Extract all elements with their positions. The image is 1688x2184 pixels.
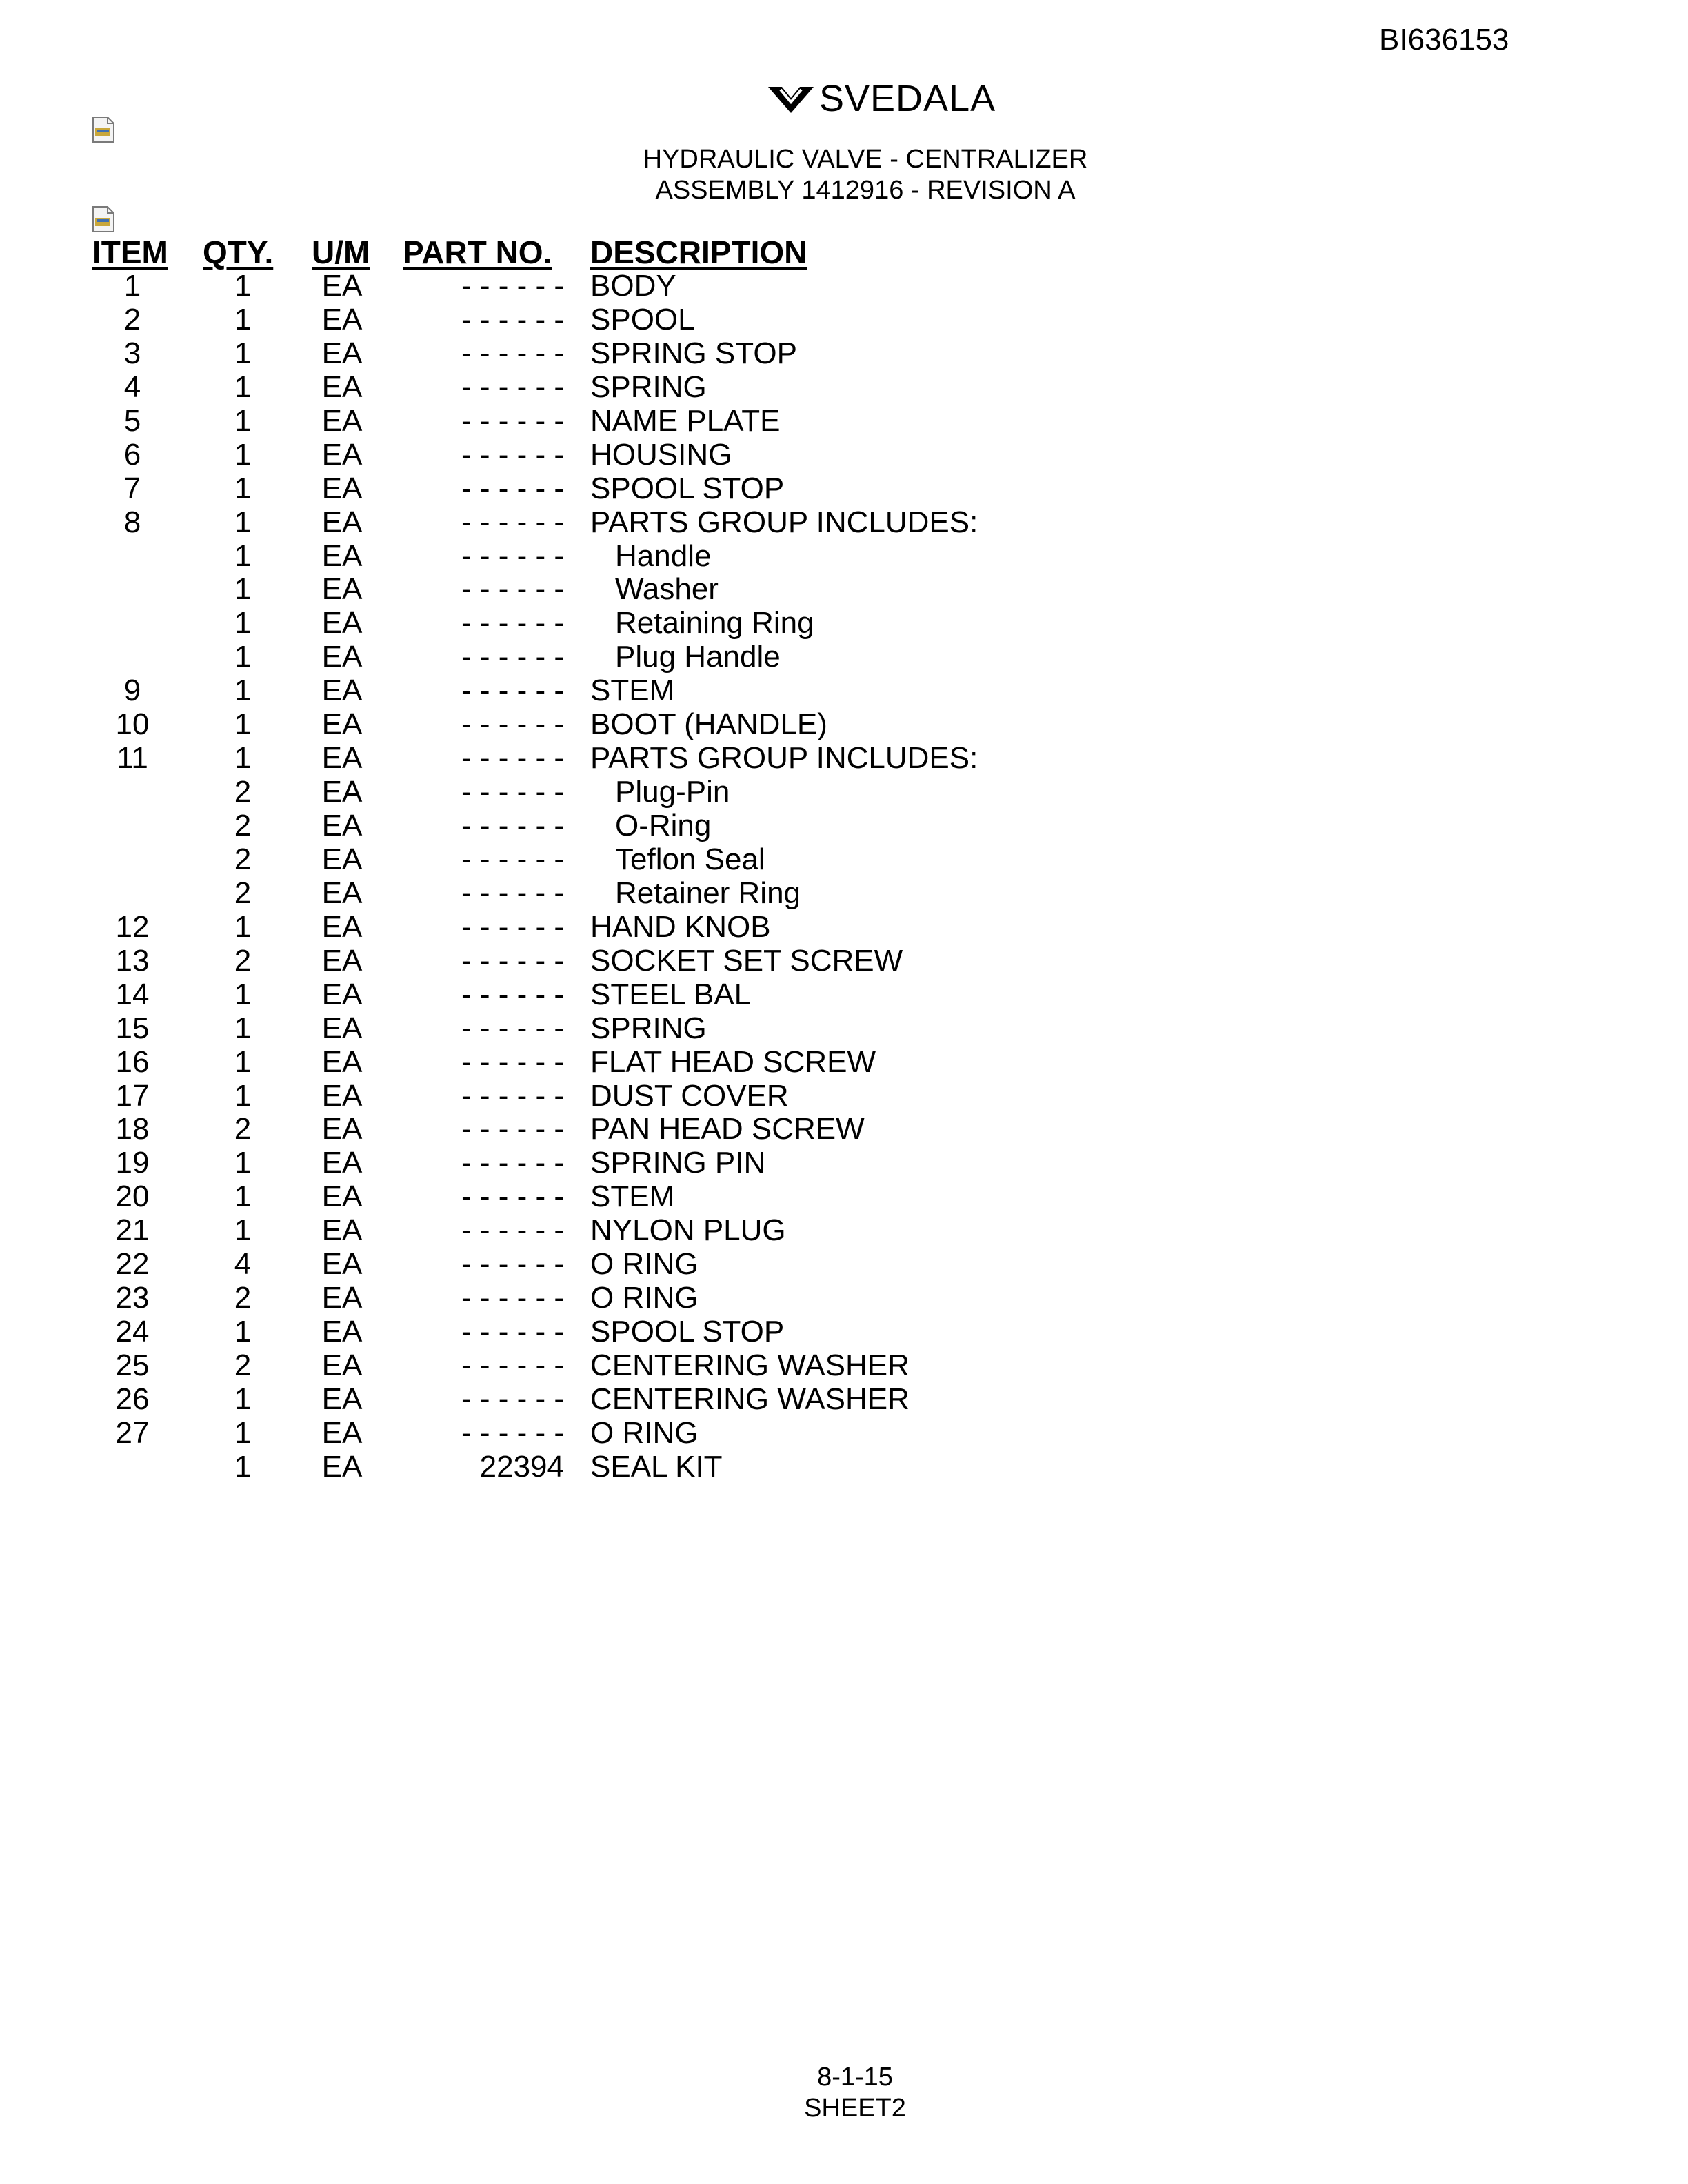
description-cell: O RING	[590, 1281, 699, 1315]
table-row	[0, 1282, 1688, 1315]
table-row	[0, 978, 1688, 1012]
description-cell: FLAT HEAD SCREW	[590, 1044, 876, 1079]
part-number-cell: 22394	[479, 1449, 564, 1484]
description-cell: Teflon Seal	[615, 842, 765, 876]
qty-cell: 1	[234, 1213, 252, 1248]
part-number-cell: - - - - - -	[461, 538, 564, 573]
description-cell: SPRING	[590, 1011, 707, 1045]
footer-date: 8-1-15	[817, 2063, 893, 2092]
description-cell: Handle	[615, 538, 712, 573]
table-row	[0, 1046, 1688, 1080]
unit-cell: EA	[321, 1180, 363, 1214]
description-cell: SOCKET SET SCREW	[590, 943, 903, 978]
description-cell: CENTERING WASHER	[590, 1382, 910, 1416]
qty-cell: 1	[234, 1146, 252, 1180]
qty-cell: 1	[234, 640, 252, 674]
part-number-cell: - - - - - -	[461, 1213, 564, 1248]
qty-cell: 1	[234, 572, 252, 607]
description-cell: SPRING STOP	[590, 336, 797, 370]
svedala-logo	[767, 74, 996, 123]
table-row	[0, 1383, 1688, 1417]
table-row	[0, 1180, 1688, 1214]
table-row	[0, 405, 1688, 438]
unit-cell: EA	[321, 1348, 363, 1382]
unit-cell: EA	[321, 572, 363, 607]
assembly-title: HYDRAULIC VALVE - CENTRALIZER	[643, 145, 1088, 174]
part-number-cell: - - - - - -	[461, 606, 564, 640]
description-cell: SPOOL STOP	[590, 1315, 785, 1349]
description-cell: Retaining Ring	[615, 606, 814, 640]
unit-cell: EA	[321, 674, 363, 708]
unit-cell: EA	[321, 809, 363, 842]
unit-cell: EA	[321, 606, 363, 640]
part-number-cell: - - - - - -	[461, 505, 564, 539]
qty-cell: 1	[234, 1382, 252, 1416]
item-cell: 19	[115, 1146, 150, 1180]
document-icon[interactable]	[91, 116, 116, 143]
column-header-part-no: PART NO.	[403, 234, 552, 270]
table-row	[0, 270, 1688, 303]
description-cell: STEM	[590, 674, 675, 708]
document-id: BI636153	[1379, 23, 1509, 57]
description-cell: SPRING PIN	[590, 1146, 766, 1180]
unit-cell: EA	[321, 741, 363, 776]
table-row	[0, 1417, 1688, 1450]
table-row	[0, 337, 1688, 371]
qty-cell: 4	[234, 1247, 252, 1282]
item-cell: 11	[117, 741, 148, 776]
part-number-cell: - - - - - -	[461, 1078, 564, 1113]
qty-cell: 1	[234, 336, 252, 370]
unit-cell: EA	[321, 775, 363, 809]
item-cell: 12	[115, 909, 150, 944]
table-row	[0, 1315, 1688, 1349]
part-number-cell: - - - - - -	[461, 269, 564, 303]
qty-cell: 2	[234, 876, 252, 910]
table-row	[0, 506, 1688, 540]
unit-cell: EA	[321, 1315, 363, 1349]
description-cell: HOUSING	[590, 437, 732, 472]
part-number-cell: - - - - - -	[461, 1348, 564, 1382]
unit-cell: EA	[321, 1112, 363, 1146]
footer-sheet: SHEET2	[804, 2094, 906, 2123]
table-row	[0, 573, 1688, 607]
qty-cell: 1	[234, 606, 252, 640]
part-number-cell: - - - - - -	[461, 437, 564, 472]
part-number-cell: - - - - - -	[461, 1415, 564, 1450]
item-cell: 1	[123, 269, 141, 303]
part-number-cell: - - - - - -	[461, 1382, 564, 1416]
unit-cell: EA	[321, 1044, 363, 1079]
table-row	[0, 708, 1688, 742]
description-cell: STEEL BAL	[590, 977, 752, 1011]
item-cell: 27	[115, 1415, 150, 1450]
description-cell: NAME PLATE	[590, 403, 781, 438]
description-cell: O RING	[590, 1247, 699, 1282]
qty-cell: 1	[234, 437, 252, 472]
item-cell: 14	[115, 977, 150, 1011]
unit-cell: EA	[321, 471, 363, 505]
part-number-cell: - - - - - -	[461, 977, 564, 1011]
item-cell: 17	[115, 1078, 150, 1113]
qty-cell: 1	[234, 538, 252, 573]
table-row	[0, 1146, 1688, 1180]
part-number-cell: - - - - - -	[461, 1180, 564, 1214]
description-cell: O-Ring	[615, 809, 712, 842]
description-cell: PARTS GROUP INCLUDES:	[590, 505, 978, 539]
description-cell: SEAL KIT	[590, 1449, 723, 1484]
qty-cell: 2	[234, 1281, 252, 1315]
unit-cell: EA	[321, 505, 363, 539]
description-cell: O RING	[590, 1415, 699, 1450]
part-number-cell: - - - - - -	[461, 842, 564, 876]
part-number-cell: - - - - - -	[461, 336, 564, 370]
qty-cell: 2	[234, 1112, 252, 1146]
item-cell: 4	[123, 370, 141, 404]
table-row	[0, 540, 1688, 574]
table-row	[0, 1450, 1688, 1484]
item-cell: 23	[115, 1281, 150, 1315]
unit-cell: EA	[321, 269, 363, 303]
logo-text: SVEDALA	[819, 78, 996, 119]
qty-cell: 1	[234, 909, 252, 944]
column-header-description: DESCRIPTION	[590, 234, 807, 270]
column-header-qty: QTY.	[203, 234, 274, 270]
part-number-cell: - - - - - -	[461, 572, 564, 607]
table-row	[0, 1349, 1688, 1383]
item-cell: 18	[115, 1112, 150, 1146]
qty-cell: 1	[234, 707, 252, 742]
unit-cell: EA	[321, 1078, 363, 1113]
unit-cell: EA	[321, 1011, 363, 1045]
description-cell: DUST COVER	[590, 1078, 789, 1113]
description-cell: Retainer Ring	[615, 876, 801, 910]
qty-cell: 1	[234, 269, 252, 303]
part-number-cell: - - - - - -	[461, 1315, 564, 1349]
part-number-cell: - - - - - -	[461, 403, 564, 438]
qty-cell: 1	[234, 370, 252, 404]
description-cell: BODY	[590, 269, 676, 303]
item-cell: 16	[115, 1044, 150, 1079]
item-cell: 2	[123, 302, 141, 336]
qty-cell: 1	[234, 1415, 252, 1450]
part-number-cell: - - - - - -	[461, 1281, 564, 1315]
column-header-item: ITEM	[92, 234, 168, 270]
part-number-cell: - - - - - -	[461, 741, 564, 776]
unit-cell: EA	[321, 943, 363, 978]
qty-cell: 1	[234, 471, 252, 505]
table-row	[0, 742, 1688, 776]
description-cell: NYLON PLUG	[590, 1213, 786, 1248]
unit-cell: EA	[321, 437, 363, 472]
table-row	[0, 1214, 1688, 1248]
parts-list	[0, 270, 1688, 1484]
document-icon[interactable]	[91, 205, 116, 233]
unit-cell: EA	[321, 538, 363, 573]
part-number-cell: - - - - - -	[461, 471, 564, 505]
part-number-cell: - - - - - -	[461, 707, 564, 742]
part-number-cell: - - - - - -	[461, 1011, 564, 1045]
item-cell: 6	[123, 437, 141, 472]
qty-cell: 2	[234, 943, 252, 978]
table-row	[0, 911, 1688, 944]
part-number-cell: - - - - - -	[461, 876, 564, 910]
qty-cell: 1	[234, 1449, 252, 1484]
unit-cell: EA	[321, 336, 363, 370]
table-row	[0, 674, 1688, 708]
column-header-um: U/M	[312, 234, 370, 270]
assembly-subtitle: ASSEMBLY 1412916 - REVISION A	[655, 176, 1076, 205]
description-cell: SPOOL	[590, 302, 695, 336]
qty-cell: 2	[234, 809, 252, 842]
part-number-cell: - - - - - -	[461, 809, 564, 842]
unit-cell: EA	[321, 302, 363, 336]
table-row	[0, 776, 1688, 809]
table-row	[0, 371, 1688, 405]
unit-cell: EA	[321, 977, 363, 1011]
qty-cell: 1	[234, 977, 252, 1011]
part-number-cell: - - - - - -	[461, 640, 564, 674]
item-cell: 5	[123, 403, 141, 438]
unit-cell: EA	[321, 1281, 363, 1315]
table-row	[0, 640, 1688, 674]
table-row	[0, 944, 1688, 978]
description-cell: STEM	[590, 1180, 675, 1214]
unit-cell: EA	[321, 842, 363, 876]
qty-cell: 1	[234, 403, 252, 438]
part-number-cell: - - - - - -	[461, 775, 564, 809]
part-number-cell: - - - - - -	[461, 1146, 564, 1180]
unit-cell: EA	[321, 1247, 363, 1282]
table-row	[0, 472, 1688, 506]
unit-cell: EA	[321, 909, 363, 944]
description-cell: PARTS GROUP INCLUDES:	[590, 741, 978, 776]
item-cell: 13	[115, 943, 150, 978]
description-cell: BOOT (HANDLE)	[590, 707, 827, 742]
qty-cell: 1	[234, 302, 252, 336]
qty-cell: 1	[234, 1180, 252, 1214]
item-cell: 21	[115, 1213, 150, 1248]
qty-cell: 2	[234, 1348, 252, 1382]
description-cell: Plug Handle	[615, 640, 781, 674]
part-number-cell: - - - - - -	[461, 1044, 564, 1079]
qty-cell: 1	[234, 1011, 252, 1045]
unit-cell: EA	[321, 707, 363, 742]
item-cell: 3	[123, 336, 141, 370]
qty-cell: 1	[234, 674, 252, 708]
qty-cell: 1	[234, 1044, 252, 1079]
description-cell: SPRING	[590, 370, 707, 404]
description-cell: Plug-Pin	[615, 775, 730, 809]
item-cell: 24	[115, 1315, 150, 1349]
item-cell: 8	[123, 505, 141, 539]
part-number-cell: - - - - - -	[461, 370, 564, 404]
table-row	[0, 607, 1688, 640]
item-cell: 20	[115, 1180, 150, 1214]
table-row	[0, 438, 1688, 472]
item-cell: 10	[115, 707, 150, 742]
unit-cell: EA	[321, 876, 363, 910]
part-number-cell: - - - - - -	[461, 1247, 564, 1282]
item-cell: 9	[123, 674, 141, 708]
unit-cell: EA	[321, 1146, 363, 1180]
table-row	[0, 303, 1688, 337]
qty-cell: 2	[234, 842, 252, 876]
unit-cell: EA	[321, 370, 363, 404]
unit-cell: EA	[321, 1449, 363, 1484]
part-number-cell: - - - - - -	[461, 1112, 564, 1146]
description-cell: HAND KNOB	[590, 909, 771, 944]
table-row	[0, 1080, 1688, 1113]
unit-cell: EA	[321, 403, 363, 438]
item-cell: 25	[115, 1348, 150, 1382]
part-number-cell: - - - - - -	[461, 302, 564, 336]
table-row	[0, 1113, 1688, 1146]
item-cell: 22	[115, 1247, 150, 1282]
qty-cell: 2	[234, 775, 252, 809]
qty-cell: 1	[234, 741, 252, 776]
table-row	[0, 809, 1688, 843]
item-cell: 26	[115, 1382, 150, 1416]
description-cell: Washer	[615, 572, 719, 607]
unit-cell: EA	[321, 1382, 363, 1416]
part-number-cell: - - - - - -	[461, 943, 564, 978]
part-number-cell: - - - - - -	[461, 674, 564, 708]
qty-cell: 1	[234, 1315, 252, 1349]
table-row	[0, 843, 1688, 877]
description-cell: CENTERING WASHER	[590, 1348, 910, 1382]
description-cell: SPOOL STOP	[590, 471, 785, 505]
part-number-cell: - - - - - -	[461, 909, 564, 944]
unit-cell: EA	[321, 640, 363, 674]
qty-cell: 1	[234, 505, 252, 539]
item-cell: 7	[123, 471, 141, 505]
description-cell: PAN HEAD SCREW	[590, 1112, 865, 1146]
qty-cell: 1	[234, 1078, 252, 1113]
unit-cell: EA	[321, 1213, 363, 1248]
table-row	[0, 877, 1688, 911]
table-row	[0, 1012, 1688, 1046]
table-row	[0, 1248, 1688, 1282]
item-cell: 15	[115, 1011, 150, 1045]
svedala-logo-icon	[767, 83, 815, 114]
unit-cell: EA	[321, 1415, 363, 1450]
